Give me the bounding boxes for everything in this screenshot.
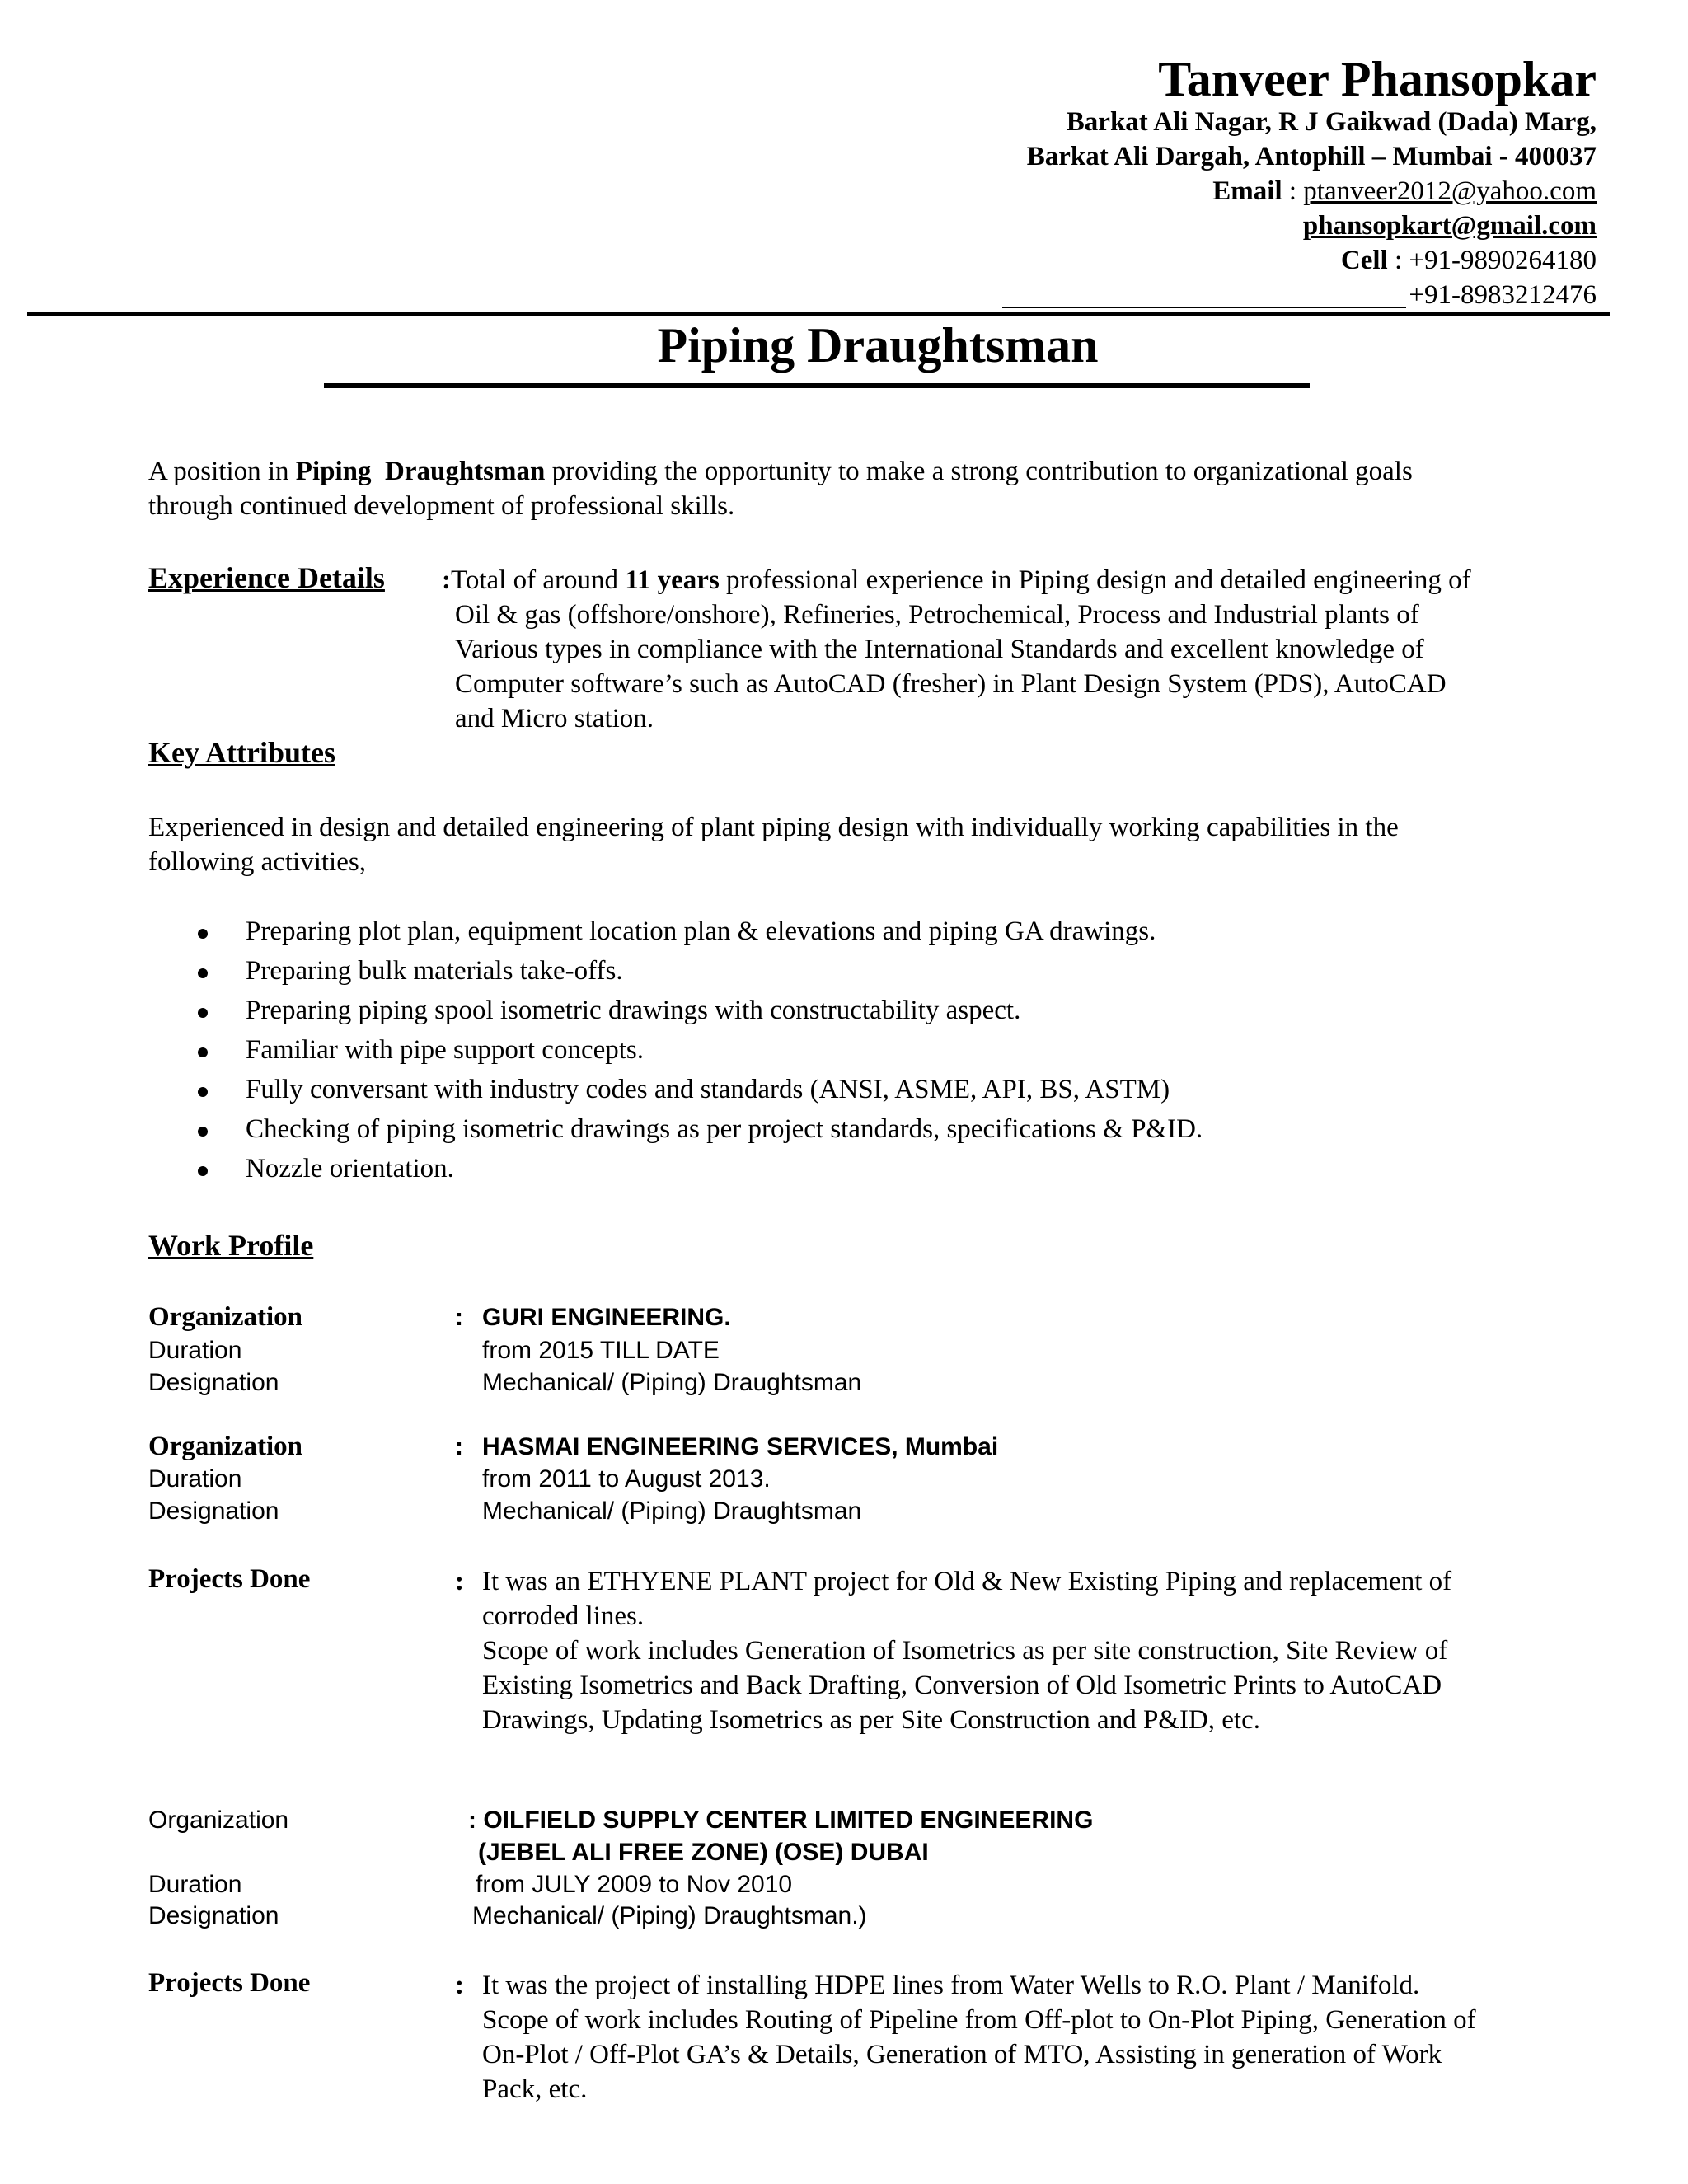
- email-label: Email: [1212, 176, 1282, 206]
- job3-project-line-3: On-Plot / Off-Plot GA’s & Details, Generation of MTO, Assisting in generation of Work: [482, 2040, 1442, 2069]
- key-attributes-list: [0, 914, 1688, 1191]
- email-link-2[interactable]: phansopkart@gmail.com: [1302, 211, 1597, 241]
- job2-project-line-1: It was an ETHYENE PLANT project for Old & New Existing Piping and replacement of: [482, 1567, 1452, 1596]
- header-rule: [27, 312, 1610, 316]
- work-profile-heading: Work Profile: [148, 1229, 314, 1262]
- job1-organization-colon: :: [455, 1304, 463, 1331]
- job3-designation: Mechanical/ (Piping) Draughtsman.): [472, 1902, 867, 1929]
- page-title: Piping Draughtsman: [657, 318, 1099, 373]
- job3-duration: from JULY 2009 to Nov 2010: [476, 1871, 793, 1898]
- list-item: Nozzle orientation.: [0, 1151, 1688, 1191]
- job2-project-line-4: Existing Isometrics and Back Drafting, Conversion of Old Isometric Prints to AutoCAD: [482, 1671, 1442, 1700]
- job3-projects-colon: :: [455, 1971, 464, 2000]
- title-rule: [324, 383, 1310, 388]
- job1-duration-label: Duration: [148, 1337, 242, 1364]
- job3-project-line-1: It was the project of installing HDPE lines from Water Wells to R.O. Plant / Manifold.: [482, 1971, 1420, 2000]
- job3-designation-label: Designation: [148, 1902, 279, 1929]
- key-attributes-intro-1: Experienced in design and detailed engineering of plant piping design with individually working capabilities in the: [148, 813, 1399, 842]
- job3-organization-line-1: : OILFIELD SUPPLY CENTER LIMITED ENGINEERING: [468, 1807, 1094, 1834]
- key-attributes-heading: Key Attributes: [148, 736, 335, 769]
- job3-project-line-4: Pack, etc.: [482, 2074, 588, 2104]
- job1-duration: from 2015 TILL DATE: [482, 1337, 720, 1364]
- bullet-icon: [198, 1127, 208, 1137]
- job2-project-line-3: Scope of work includes Generation of Isometrics as per site construction, Site Review of: [482, 1636, 1448, 1666]
- bullet-icon: [198, 968, 208, 978]
- list-item: Preparing plot plan, equipment location plan & elevations and piping GA drawings.: [0, 914, 1688, 954]
- list-item: Fully conversant with industry codes and standards (ANSI, ASME, API, BS, ASTM): [0, 1072, 1688, 1112]
- list-item: Familiar with pipe support concepts.: [0, 1033, 1688, 1072]
- experience-line-5: and Micro station.: [455, 704, 654, 733]
- job1-designation: Mechanical/ (Piping) Draughtsman: [482, 1369, 862, 1396]
- job3-organization-label: Organization: [148, 1807, 289, 1834]
- objective-role: Piping Draughtsman: [295, 457, 546, 486]
- experience-line-3: Various types in compliance with the International Standards and excellent knowledge of: [455, 635, 1424, 664]
- cell-label: Cell: [1340, 246, 1388, 275]
- bullet-icon: [198, 1166, 208, 1176]
- list-item: Checking of piping isometric drawings as per project standards, specifications & P&ID.: [0, 1112, 1688, 1151]
- phone-2: +91-8983212476: [1409, 280, 1597, 310]
- job3-project-line-2: Scope of work includes Routing of Pipeline from Off-plot to On-Plot Piping, Generation of: [482, 2005, 1476, 2035]
- experience-line-4: Computer software’s such as AutoCAD (fresher) in Plant Design System (PDS), AutoCAD: [455, 669, 1447, 699]
- experience-years: 11 years: [625, 565, 720, 595]
- list-item: Preparing piping spool isometric drawings with constructability aspect.: [0, 993, 1688, 1033]
- phone-underline: [1002, 307, 1406, 308]
- email-link-1[interactable]: ptanveer2012@yahoo.com: [1303, 176, 1597, 206]
- objective-line-1: A position in Piping Draughtsman providing the opportunity to make a strong contribution to organizational goals: [148, 457, 1413, 486]
- bullet-icon: [198, 1008, 208, 1018]
- job1-designation-label: Designation: [148, 1369, 279, 1396]
- objective-line-2: through continued development of professional skills.: [148, 491, 735, 521]
- address-line-2: Barkat Ali Dargah, Antophill – Mumbai - 400037: [1026, 142, 1597, 171]
- email-row: Email : ptanveer2012@yahoo.com: [1212, 176, 1597, 206]
- job3-projects-label: Projects Done: [148, 1968, 311, 1998]
- job2-organization-colon: :: [455, 1433, 463, 1460]
- job1-organization: GURI ENGINEERING.: [482, 1304, 731, 1331]
- candidate-name: Tanveer Phansopkar: [1158, 52, 1597, 106]
- list-item: Preparing bulk materials take-offs.: [0, 954, 1688, 993]
- job2-project-line-2: corroded lines.: [482, 1601, 645, 1631]
- job2-projects-label: Projects Done: [148, 1564, 311, 1594]
- job3-duration-label: Duration: [148, 1871, 242, 1898]
- experience-line-1: :Total of around 11 years professional experience in Piping design and detailed engineering of: [442, 565, 1471, 595]
- experience-heading: Experience Details: [148, 561, 385, 594]
- bullet-icon: [198, 1047, 208, 1057]
- job2-projects-colon: :: [455, 1567, 464, 1596]
- job2-organization-label: Organization: [148, 1432, 302, 1461]
- cell-row: Cell : +91-9890264180: [1340, 246, 1597, 275]
- job2-organization: HASMAI ENGINEERING SERVICES, Mumbai: [482, 1433, 999, 1460]
- job2-designation-label: Designation: [148, 1497, 279, 1525]
- job2-duration: from 2011 to August 2013.: [482, 1465, 771, 1493]
- experience-line-2: Oil & gas (offshore/onshore), Refineries, Petrochemical, Process and Industrial plants of: [455, 600, 1419, 630]
- phone-1: +91-9890264180: [1409, 246, 1597, 275]
- key-attributes-intro-2: following activities,: [148, 847, 366, 877]
- address-line-1: Barkat Ali Nagar, R J Gaikwad (Dada) Marg,: [1066, 107, 1597, 137]
- job2-duration-label: Duration: [148, 1465, 242, 1493]
- bullet-icon: [198, 929, 208, 939]
- job2-designation: Mechanical/ (Piping) Draughtsman: [482, 1497, 862, 1525]
- bullet-icon: [198, 1087, 208, 1097]
- job2-project-line-5: Drawings, Updating Isometrics as per Site Construction and P&ID, etc.: [482, 1705, 1260, 1735]
- job1-organization-label: Organization: [148, 1302, 302, 1332]
- job3-organization-line-2: (JEBEL ALI FREE ZONE) (OSE) DUBAI: [478, 1839, 929, 1866]
